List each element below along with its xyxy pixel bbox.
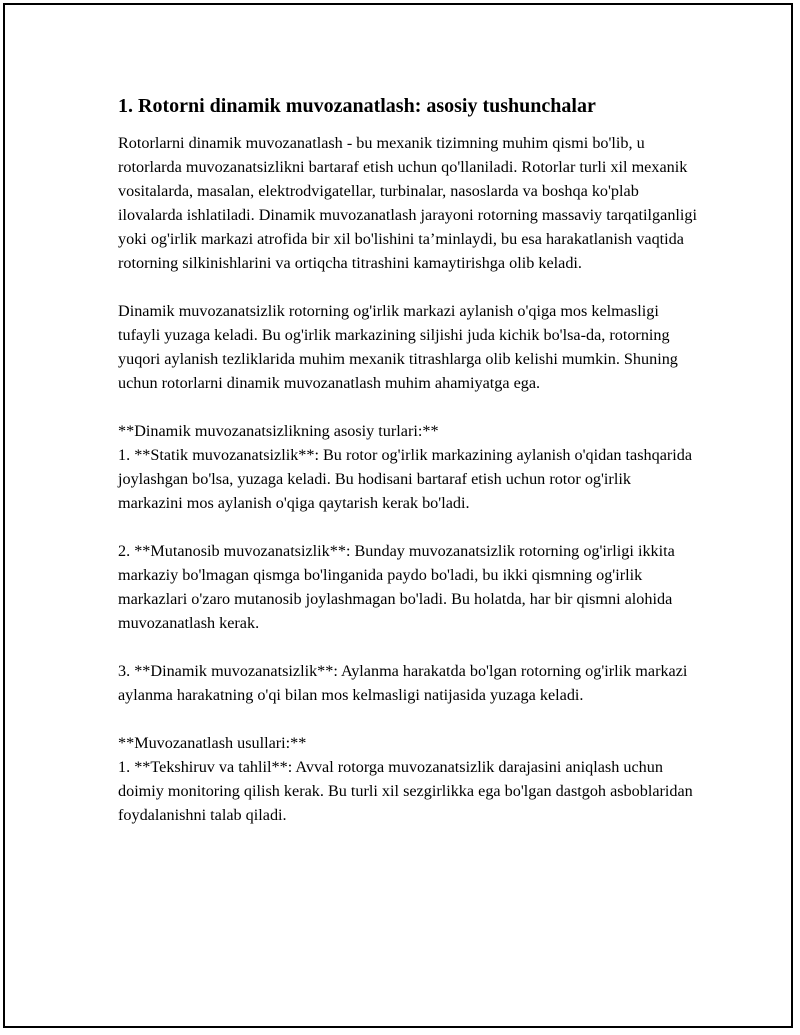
document-title: 1. Rotorni dinamik muvozanatlash: asosiy tushunchalar: [118, 95, 596, 117]
section-heading-types: **Dinamik muvozanatsizlikning asosiy turlari:**: [118, 422, 439, 440]
document-body: [118, 93, 698, 827]
list-item-dynamic: 3. **Dinamik muvozanatsizlik**: Aylanma harakatda bo'lgan rotorning og'irlik markazi aylanma harakatning o'qi bilan mos kelmasligi natijasida yuzaga keladi.: [118, 662, 688, 704]
paragraph-gap: [118, 707, 698, 731]
paragraph-gap: [118, 275, 698, 299]
paragraph-gap: [118, 515, 698, 539]
list-item-inspection: 1. **Tekshiruv va tahlil**: Avval rotorga muvozanatsizlik darajasini aniqlash uchun doimiy monitoring qilish kerak. Bu turli xil sezgirlikka ega bo'lgan dastgoh asboblaridan foydalanishni talab qiladi.: [118, 758, 693, 824]
list-item-coupled: 2. **Mutanosib muvozanatsizlik**: Bunday muvozanatsizlik rotorning og'irligi ikkita markaziy bo'lmagan qismga bo'linganida paydo bo'ladi, bu ikki qismning og'irlik markazlari o'zaro mutanosib joylashmagan bo'ladi. Bu holatda, har bir qismni alohida muvozanatlash kerak.: [118, 542, 675, 632]
paragraph-imbalance-cause: Dinamik muvozanatsizlik rotorning og'irlik markazi aylanish o'qiga mos kelmasligi tufayli yuzaga keladi. Bu og'irlik markazining siljishi juda kichik bo'lsa-da, rotorning yuqori aylanish tezliklarida muhim mexanik titrashlarga olib kelishi mumkin. Shuning uchun rotorlarni dinamik muvozanatlash muhim ahamiyatga ega.: [118, 302, 678, 392]
paragraph-gap: [118, 635, 698, 659]
paragraph-gap: [118, 395, 698, 419]
list-item-static: 1. **Statik muvozanatsizlik**: Bu rotor og'irlik markazining aylanish o'qidan tashqarida joylashgan bo'lsa, yuzaga keladi. Bu hodisani bartaraf etish uchun rotor og'irlik markazini mos aylanish o'qiga qaytarish kerak bo'ladi.: [118, 446, 693, 512]
section-heading-methods: **Muvozanatlash usullari:**: [118, 734, 307, 752]
paragraph-intro: Rotorlarni dinamik muvozanatlash - bu mexanik tizimning muhim qismi bo'lib, u rotorlarda muvozanatsizlikni bartaraf etish uchun qo'llaniladi. Rotorlar turli xil mexanik vositalarda, masalan, elektrodvigatellar, turbinalar, nasoslarda va boshqa ko'plab ilovalarda ishlatiladi. Dinamik muvozanatlash jarayoni rotorning massaviy tarqatilganligi yoki og'irlik markazi atrofida bir xil bo'lishini ta’minlaydi, bu esa harakatlanish vaqtida rotorning silkinishlarini va ortiqcha titrashini kamaytirishga olib keladi.: [118, 134, 698, 272]
